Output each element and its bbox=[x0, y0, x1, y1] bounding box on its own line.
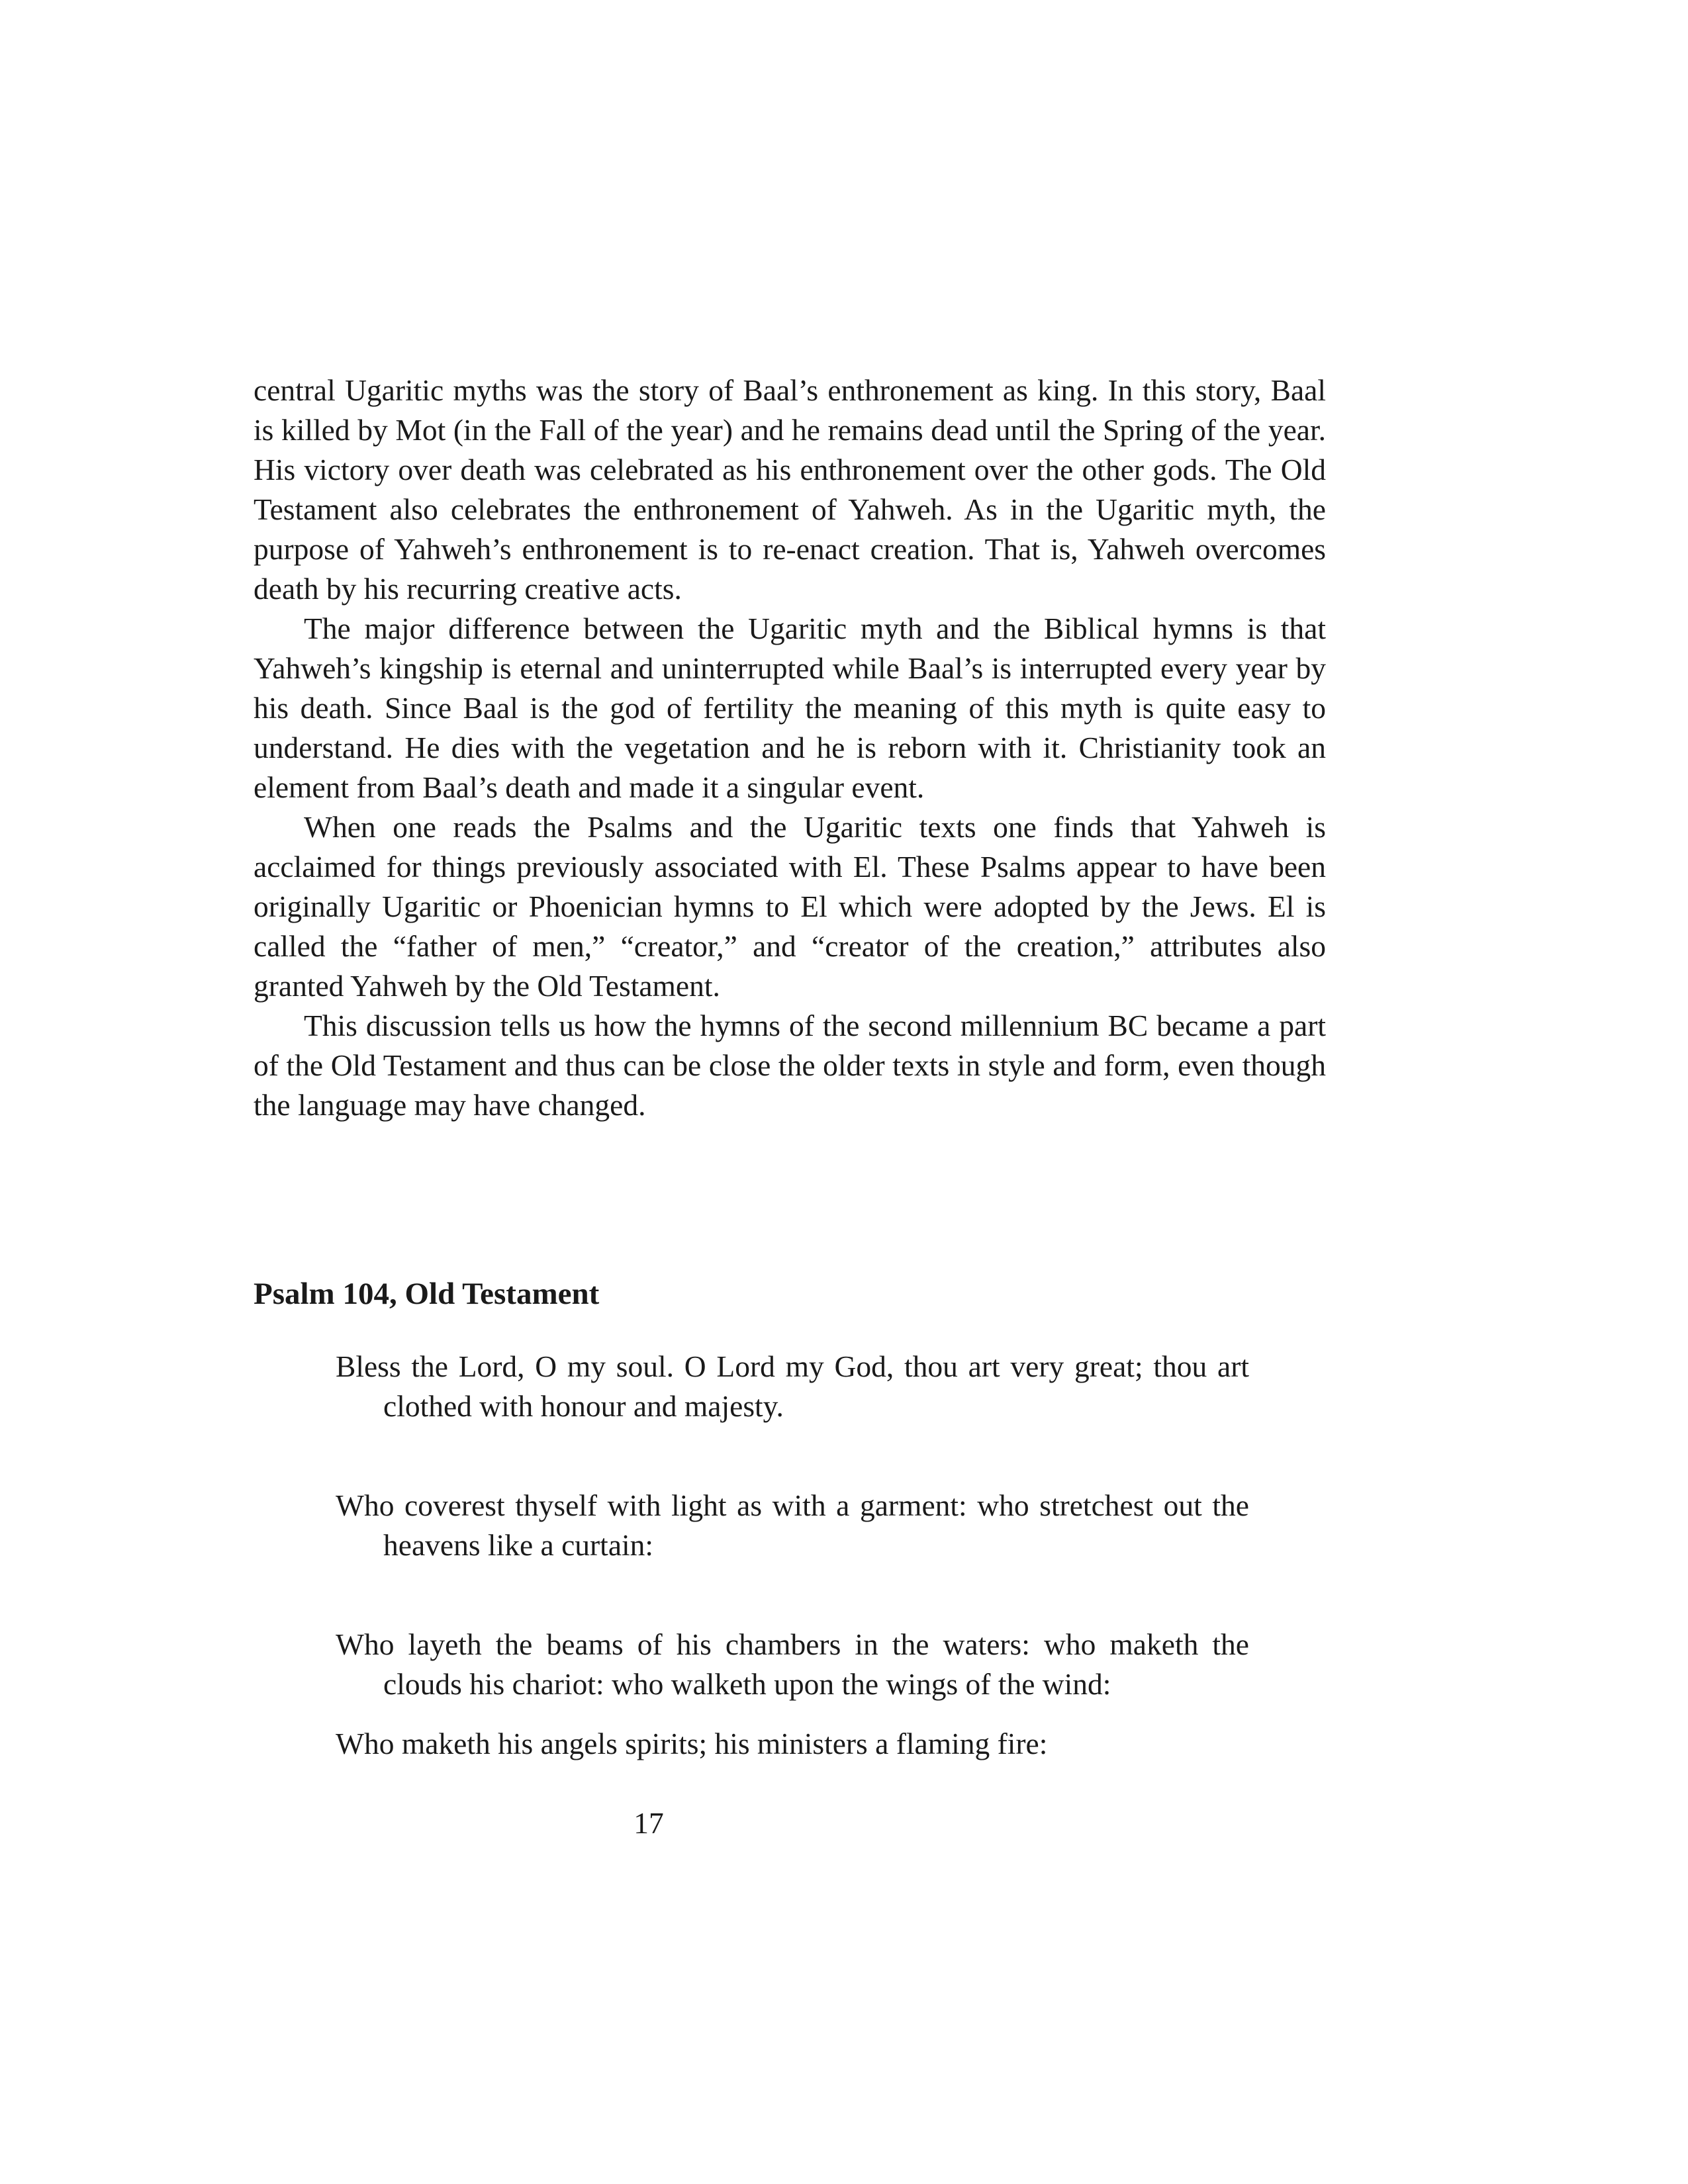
paragraph-4: This discussion tells us how the hymns of the second millennium BC became a part of the Old Testament and thus can be close the older texts in style and form, even though the language may have changed. bbox=[254, 1009, 1326, 1122]
body-text bbox=[254, 371, 1326, 1125]
page-number: 17 bbox=[633, 1806, 664, 1840]
section-heading: Psalm 104, Old Testament bbox=[254, 1277, 600, 1311]
verse-3: Who layeth the beams of his chambers in the waters: who maketh the clouds his chariot: who walketh upon the wings of the wind: bbox=[336, 1627, 1249, 1701]
verse-4: Who maketh his angels spirits; his ministers a flaming fire: bbox=[336, 1727, 1048, 1760]
paragraph-1: central Ugaritic myths was the story of Baal’s enthronement as king. In this story, Baal is killed by Mot (in the Fall of the year) and he remains dead until the Spring of the year. His victory over death was celebrated as his enthronement over the other gods. The Old Testament also celebrates the enthronement of Yahweh. As in the Ugaritic myth, the purpose of Yahweh’s enthronement is to re-enact creation. That is, Yahweh overcomes death by his recurring creative acts. bbox=[254, 373, 1326, 606]
paragraph-3: When one reads the Psalms and the Ugaritic texts one finds that Yahweh is acclaimed for things previously associated with El. These Psalms appear to have been originally Ugaritic or Phoenician hymns to El which were adopted by the Jews. El is called the “father of men,” “creator,” and “creator of the creation,” attributes also granted Yahweh by the Old Testament. bbox=[254, 810, 1326, 1003]
verse-1: Bless the Lord, O my soul. O Lord my God, thou art very great; thou art clothed with honour and majesty. bbox=[336, 1349, 1249, 1423]
psalm-verses bbox=[336, 1347, 1249, 1823]
verse-2: Who coverest thyself with light as with a garment: who stretchest out the heavens like a curtain: bbox=[336, 1488, 1249, 1562]
paragraph-2: The major difference between the Ugaritic myth and the Biblical hymns is that Yahweh’s kingship is eternal and uninterrupted while Baal’s is interrupted every year by his death. Since Baal is the god of fertility the meaning of this myth is quite easy to understand. He dies with the vegetation and he is reborn with it. Christianity took an element from Baal’s death and made it a singular event. bbox=[254, 612, 1326, 804]
